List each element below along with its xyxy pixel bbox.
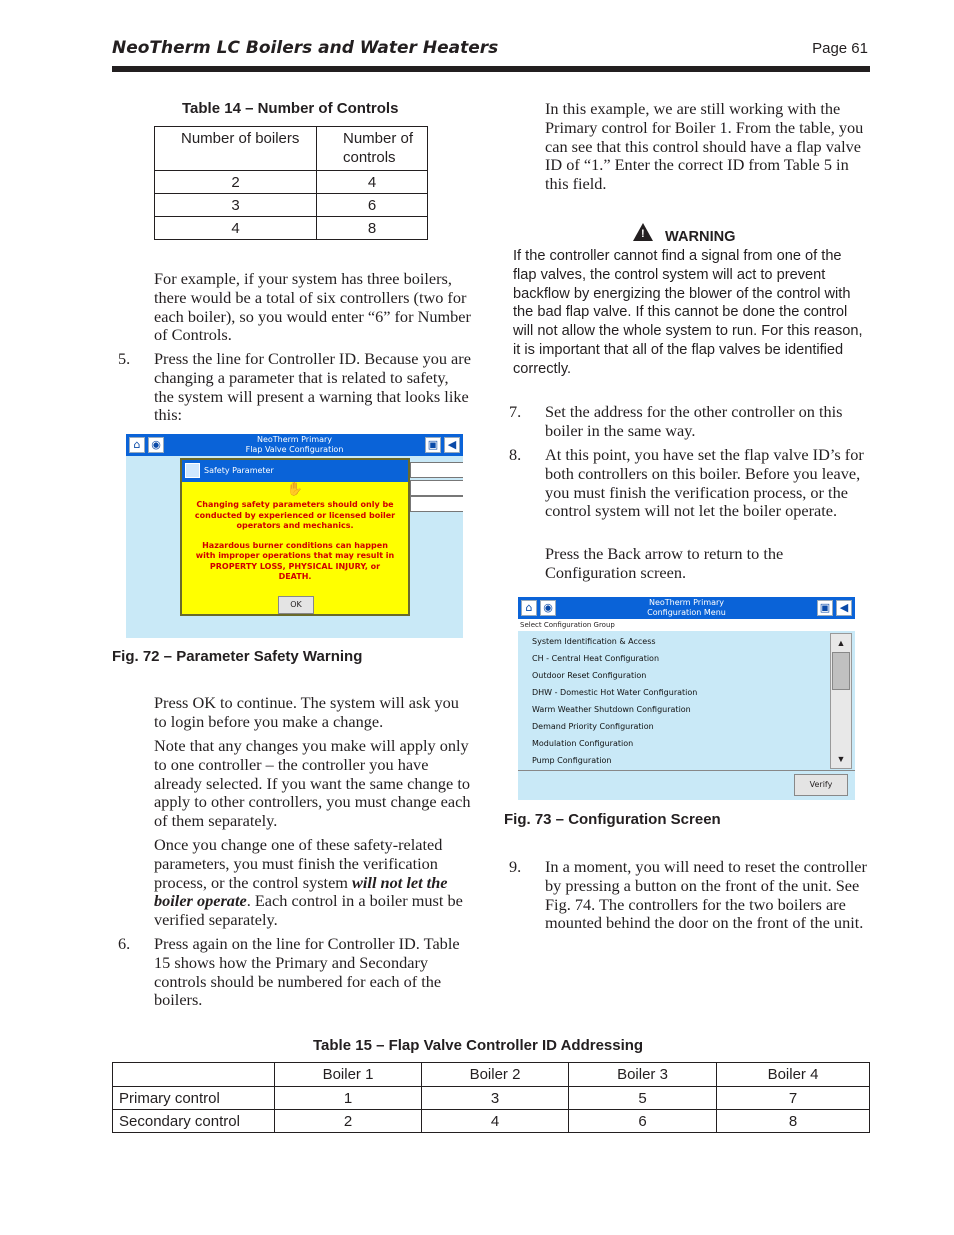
paragraph-note: Note that any changes you make will apply only to one controller – the controller you have already selected. If you want the same change to apply to other controllers, you must change each of them separately. <box>154 736 471 831</box>
verification-text-a: Once you change one of these safety-related parameters, you must finish the verification process, or the control system <box>154 835 443 892</box>
page-number: Page 61 <box>812 40 868 57</box>
menu-item[interactable]: System Identification & Access <box>532 637 656 646</box>
step8-number: 8. <box>509 445 522 464</box>
menu-item[interactable]: Warm Weather Shutdown Configuration <box>532 705 691 714</box>
table15-header-cell: Boiler 3 <box>569 1063 717 1087</box>
lock-icon: ▣ <box>425 437 441 453</box>
fig73-title-line1: NeoTherm Primary <box>648 598 725 607</box>
table-row <box>155 171 428 194</box>
table15-header-row <box>113 1063 870 1087</box>
table15-cell: 1 <box>275 1087 422 1110</box>
table14-cell: 2 <box>155 171 317 194</box>
table14-caption: Table 14 – Number of Controls <box>182 100 399 117</box>
fig72-caption: Fig. 72 – Parameter Safety Warning <box>112 648 363 665</box>
menu-item[interactable]: Pump Configuration <box>532 756 612 765</box>
back-arrow-icon: ◀ <box>836 600 852 616</box>
verification-emphasis: will not let the boiler operate <box>154 872 448 911</box>
warning-text: If the controller cannot find a signal from one of the flap valves, the control system will act to prevent backflow by energizing the blower of the control with the bad flap valve. If this cannot be done the control will not allow the whole system to run. For this reason, it is important that all of the flap valves be identified correctly. <box>513 248 863 377</box>
table15 <box>112 1062 870 1133</box>
table15-header-cell: Boiler 2 <box>422 1063 569 1087</box>
dialog-title-bar <box>182 460 408 482</box>
paragraph-press-ok: Press OK to continue. The system will ask you to login before you make a change. <box>154 693 459 731</box>
table14-cell: 4 <box>317 171 428 194</box>
step7-text: Set the address for the other controller on this boiler in the same way. <box>545 402 843 440</box>
dialog-icon <box>185 463 200 478</box>
camera-icon: ◉ <box>148 437 164 453</box>
step6-text: Press again on the line for Controller ID. Table 15 shows how the Primary and Secondary controls should be numbered for each of the boilers. <box>154 934 460 1010</box>
table14-cell: 8 <box>317 217 428 240</box>
table15-cell: 7 <box>717 1087 870 1110</box>
running-header-title: NeoTherm LC Boilers and Water Heaters <box>112 38 499 58</box>
paragraph-back-arrow: Press the Back arrow to return to the Configuration screen. <box>545 544 784 582</box>
hand-icon: ✋ <box>286 482 304 497</box>
back-arrow-icon: ◀ <box>444 437 460 453</box>
safety-parameter-dialog <box>180 458 410 616</box>
warning-label: WARNING <box>665 229 736 245</box>
menu-item[interactable]: Outdoor Reset Configuration <box>532 671 647 680</box>
scroll-thumb[interactable] <box>832 652 850 690</box>
dialog-warning-1: Changing safety parameters should only be conducted by experienced or licensed boiler operators and mechanics. <box>194 500 396 530</box>
field-box <box>410 496 463 512</box>
home-icon: ⌂ <box>521 600 537 616</box>
table-row <box>113 1087 870 1110</box>
fig73-title-line2: Configuration Menu <box>647 608 726 617</box>
table15-row-label: Primary control <box>113 1087 275 1110</box>
home-icon: ⌂ <box>129 437 145 453</box>
menu-item[interactable]: CH - Central Heat Configuration <box>532 654 660 663</box>
table15-header-cell: Boiler 1 <box>275 1063 422 1087</box>
group-label: Select Configuration Group <box>518 619 855 631</box>
step5-number: 5. <box>118 349 131 368</box>
table14-header-row <box>155 127 428 171</box>
field-box <box>410 462 463 478</box>
verification-text-b: . Each control in a boiler must be verified separately. <box>154 891 463 930</box>
field-box <box>410 480 463 496</box>
step7-number: 7. <box>509 402 522 421</box>
table15-cell: 8 <box>717 1110 870 1133</box>
fig72-screenshot <box>126 434 463 638</box>
table15-cell: 4 <box>422 1110 569 1133</box>
header-rule <box>112 66 870 72</box>
verify-button[interactable]: Verify <box>794 774 848 796</box>
table14-cell: 3 <box>155 194 317 217</box>
lock-icon: ▣ <box>817 600 833 616</box>
step6-number: 6. <box>118 934 131 953</box>
table15-cell: 6 <box>569 1110 717 1133</box>
step8-text: At this point, you have set the flap valve ID’s for both controllers on this boiler. Before you leave, you must finish the verification process, or the control system will not let the boiler operate. <box>545 445 864 521</box>
table15-header-cell: Boiler 4 <box>717 1063 870 1087</box>
fig73-caption: Fig. 73 – Configuration Screen <box>504 811 721 828</box>
table-row <box>113 1110 870 1133</box>
scroll-up-icon[interactable]: ▲ <box>836 638 846 648</box>
camera-icon: ◉ <box>540 600 556 616</box>
table-row <box>155 194 428 217</box>
scrollbar[interactable] <box>830 633 852 769</box>
fig72-title-line1: NeoTherm Primary <box>256 435 333 444</box>
divider <box>518 770 855 771</box>
fig73-title-bar <box>518 597 855 619</box>
menu-item[interactable]: Demand Priority Configuration <box>532 722 654 731</box>
menu-item[interactable]: Modulation Configuration <box>532 739 634 748</box>
config-menu-list <box>518 633 830 770</box>
step5-text: Press the line for Controller ID. Because you are changing a parameter that is related to safety, the system will present a warning that looks like this: <box>154 349 471 425</box>
step9-number: 9. <box>509 857 522 876</box>
table14-cell: 6 <box>317 194 428 217</box>
table15-cell: 2 <box>275 1110 422 1133</box>
table14 <box>154 126 428 240</box>
paragraph-right-example: In this example, we are still working with the Primary control for Boiler 1. From the table, you can see that this control should have a flap valve ID of “1.” Enter the correct ID from Table 5 in this field. <box>545 99 864 194</box>
table15-header-cell <box>113 1063 275 1087</box>
paragraph-verification <box>154 836 472 930</box>
table-row <box>155 217 428 240</box>
table14-header-cell: Number of boilers <box>155 127 317 171</box>
table15-cell: 5 <box>569 1087 717 1110</box>
warning-exclamation: ! <box>641 228 645 240</box>
dialog-title: Safety Parameter <box>204 466 274 475</box>
table14-cell: 4 <box>155 217 317 240</box>
dialog-warning-2: Hazardous burner conditions can happen with improper operations that may result in PROPERTY LOSS, PHYSICAL INJURY, or DEATH. <box>195 540 395 581</box>
paragraph-example: For example, if your system has three boilers, there would be a total of six controllers (two for each boiler), so you would enter “6” for Number of Controls. <box>154 269 471 345</box>
fig72-title-bar <box>126 434 463 456</box>
scroll-down-icon[interactable]: ▼ <box>836 754 846 764</box>
table15-cell: 3 <box>422 1087 569 1110</box>
table14-header-cell: Number of controls <box>317 127 428 171</box>
table15-caption: Table 15 – Flap Valve Controller ID Addressing <box>313 1037 644 1054</box>
ok-button[interactable]: OK <box>278 596 314 614</box>
table15-row-label: Secondary control <box>113 1110 275 1133</box>
fig72-title-line2: Flap Valve Configuration <box>245 445 344 454</box>
fig73-screenshot <box>518 597 855 800</box>
menu-item[interactable]: DHW - Domestic Hot Water Configuration <box>532 688 698 697</box>
step9-text: In a moment, you will need to reset the controller by pressing a button on the front of the unit. See Fig. 74. The controllers for the two boilers are mounted behind the door on the front of the unit. <box>545 857 867 933</box>
